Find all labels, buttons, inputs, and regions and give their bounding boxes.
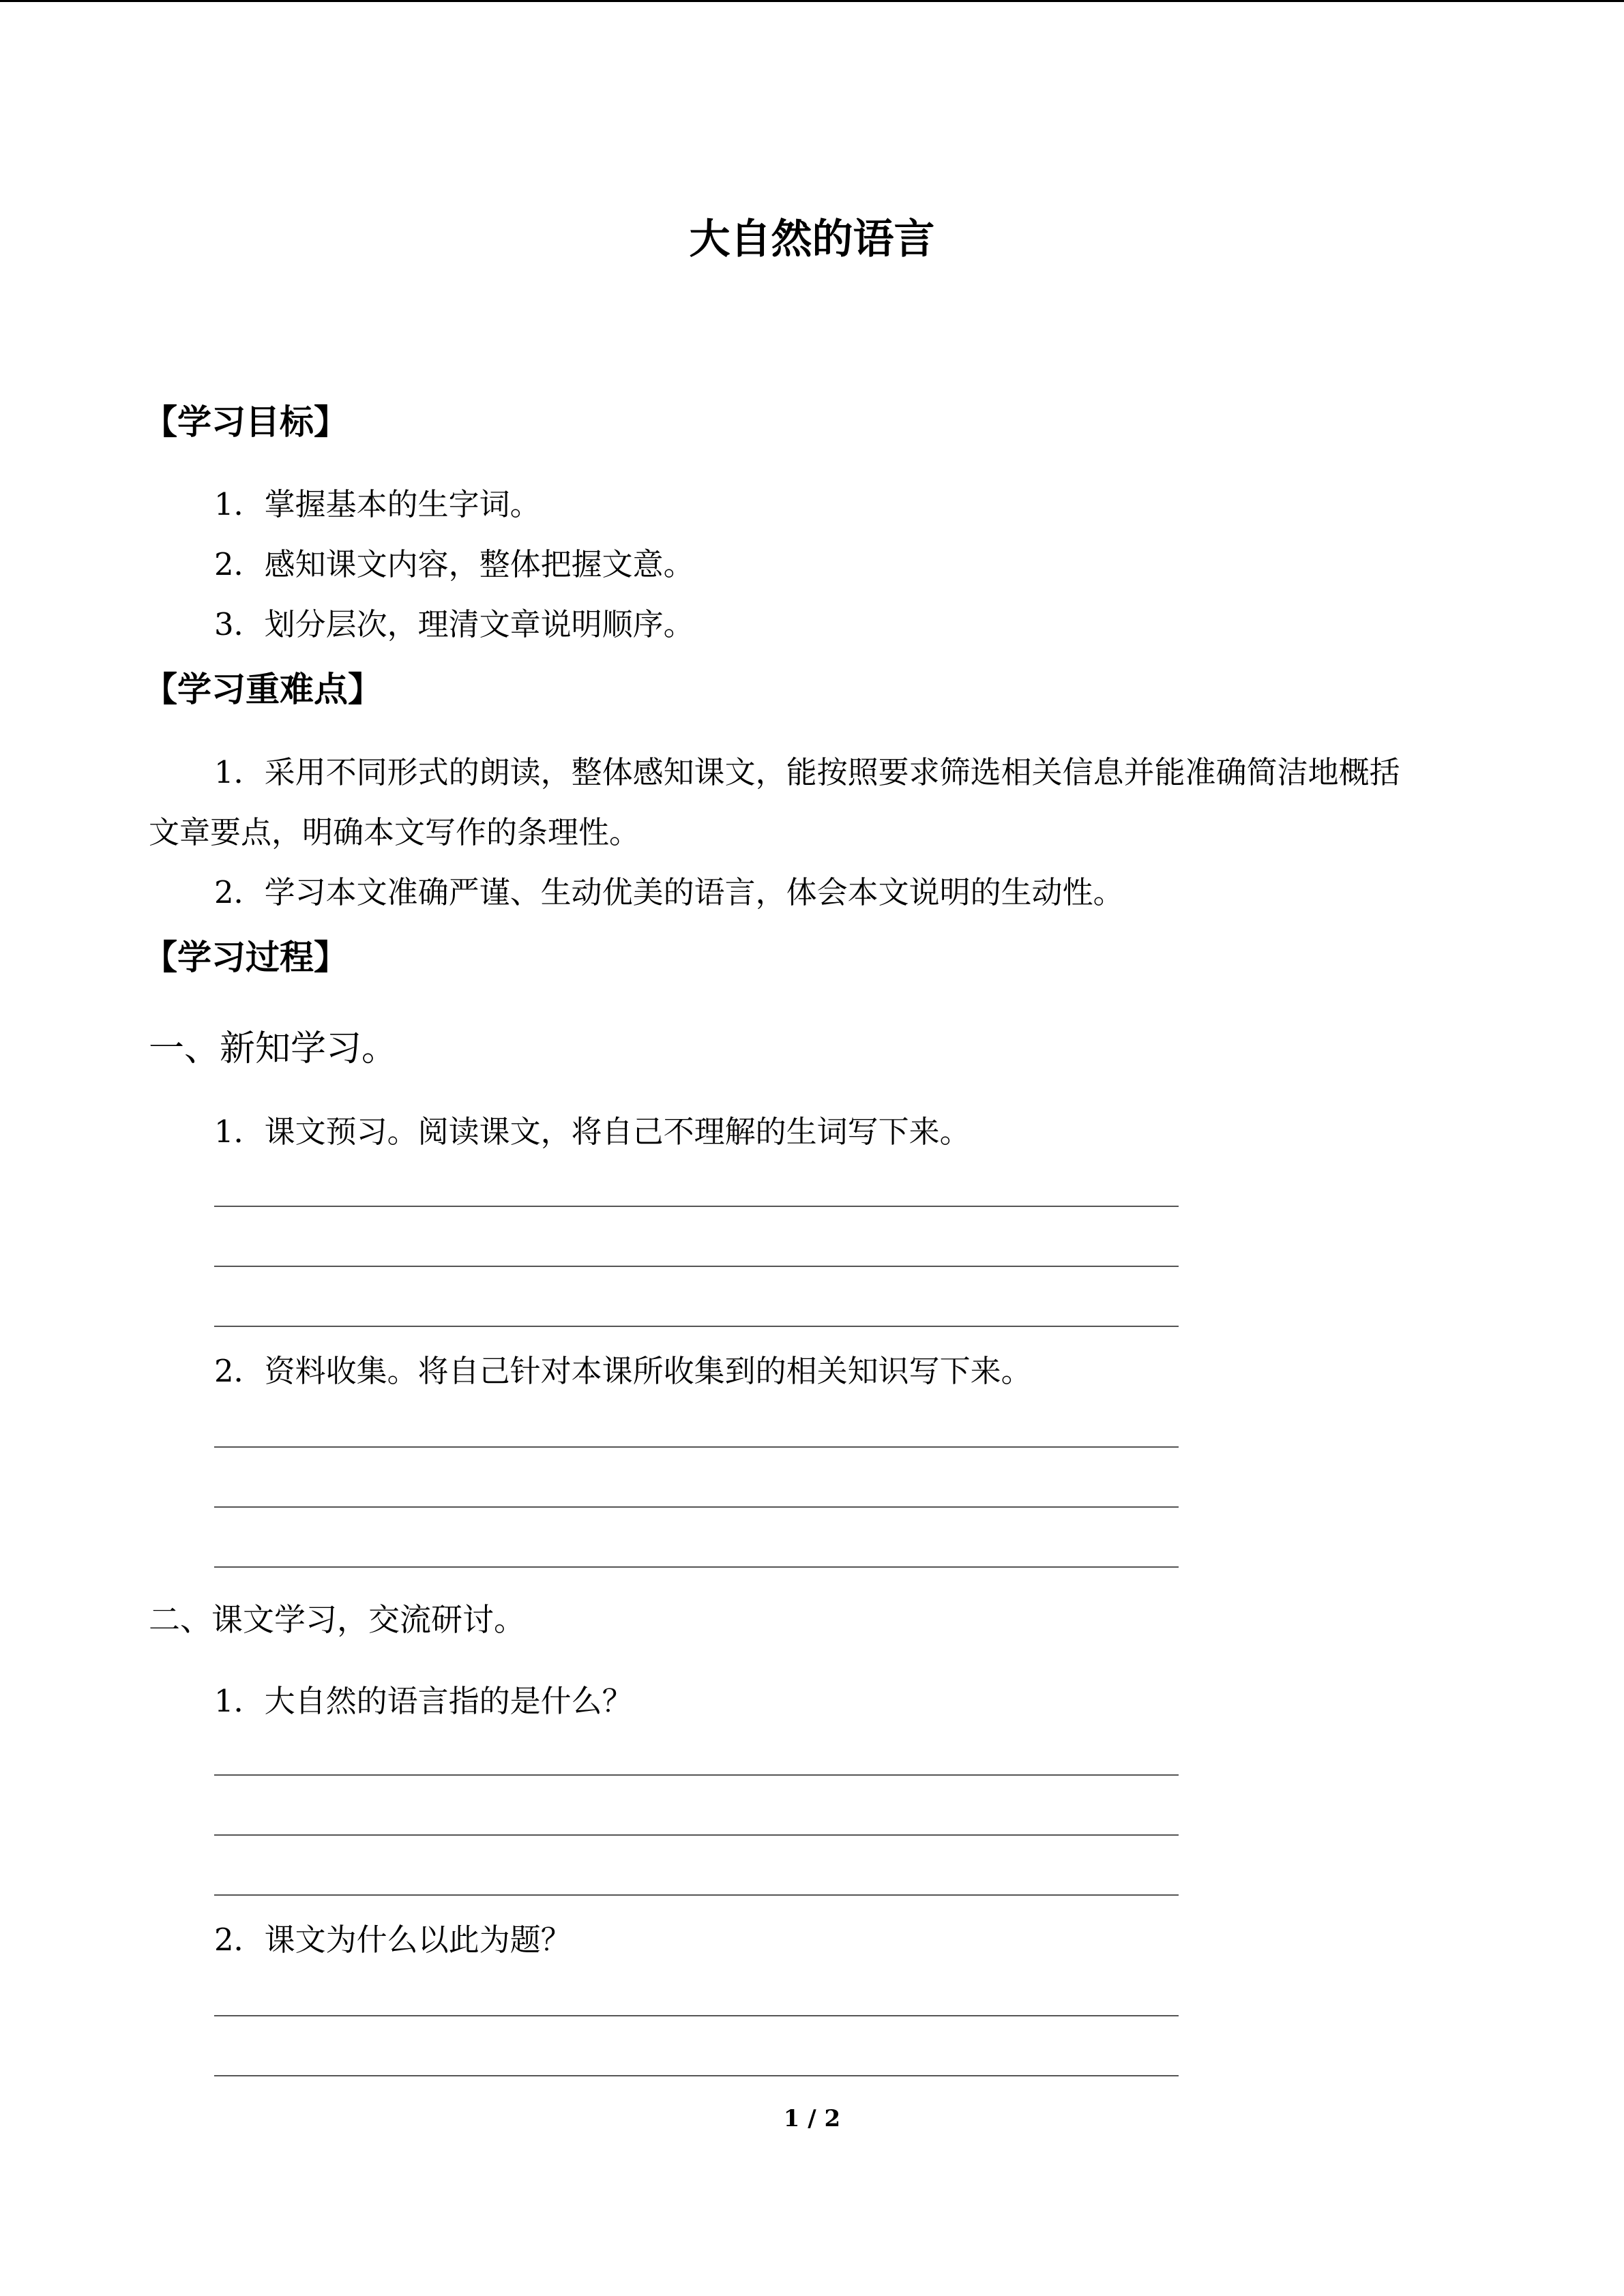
answer-line bbox=[214, 1326, 1179, 1327]
page-title: 大自然的语言 bbox=[689, 215, 935, 263]
page-number: 1 / 2 bbox=[783, 2105, 841, 2132]
answer-line bbox=[214, 1506, 1179, 1508]
answer-line bbox=[214, 1894, 1179, 1896]
objectives-heading: 【学习目标】 bbox=[143, 402, 348, 442]
answer-line bbox=[214, 1446, 1179, 1448]
answer-line bbox=[214, 2075, 1179, 2076]
key-point-item-1-line-2: 文章要点，明确本文写作的条理性。 bbox=[149, 814, 640, 850]
answer-line bbox=[214, 1834, 1179, 1836]
objective-item-3: 3．划分层次，理清文章说明顺序。 bbox=[214, 606, 694, 642]
answer-line bbox=[214, 1206, 1179, 1207]
objective-item-2: 2．感知课文内容，整体把握文意。 bbox=[214, 546, 694, 582]
section-2-title: 二、课文学习，交流研讨。 bbox=[149, 1601, 525, 1638]
section-2-question-2: 2．课文为什么以此为题？ bbox=[214, 1922, 572, 1958]
objective-item-1: 1．掌握基本的生字词。 bbox=[214, 486, 541, 522]
section-1-question-2: 2．资料收集。将自己针对本课所收集到的相关知识写下来。 bbox=[214, 1353, 1032, 1389]
section-1-title: 一、新知学习。 bbox=[149, 1028, 398, 1069]
answer-line bbox=[214, 2015, 1179, 2016]
section-1-question-1: 1．课文预习。阅读课文，将自己不理解的生词写下来。 bbox=[214, 1114, 971, 1150]
key-point-item-2: 2．学习本文准确严谨、生动优美的语言，体会本文说明的生动性。 bbox=[214, 874, 1124, 910]
process-heading: 【学习过程】 bbox=[143, 938, 348, 977]
key-point-item-1-line-1: 1．采用不同形式的朗读，整体感知课文，能按照要求筛选相关信息并能准确简洁地概括 bbox=[214, 754, 1400, 790]
answer-line bbox=[214, 1566, 1179, 1568]
answer-line bbox=[214, 1774, 1179, 1776]
key-points-heading: 【学习重难点】 bbox=[143, 670, 382, 709]
answer-line bbox=[214, 1266, 1179, 1267]
section-2-question-1: 1．大自然的语言指的是什么？ bbox=[214, 1683, 633, 1719]
